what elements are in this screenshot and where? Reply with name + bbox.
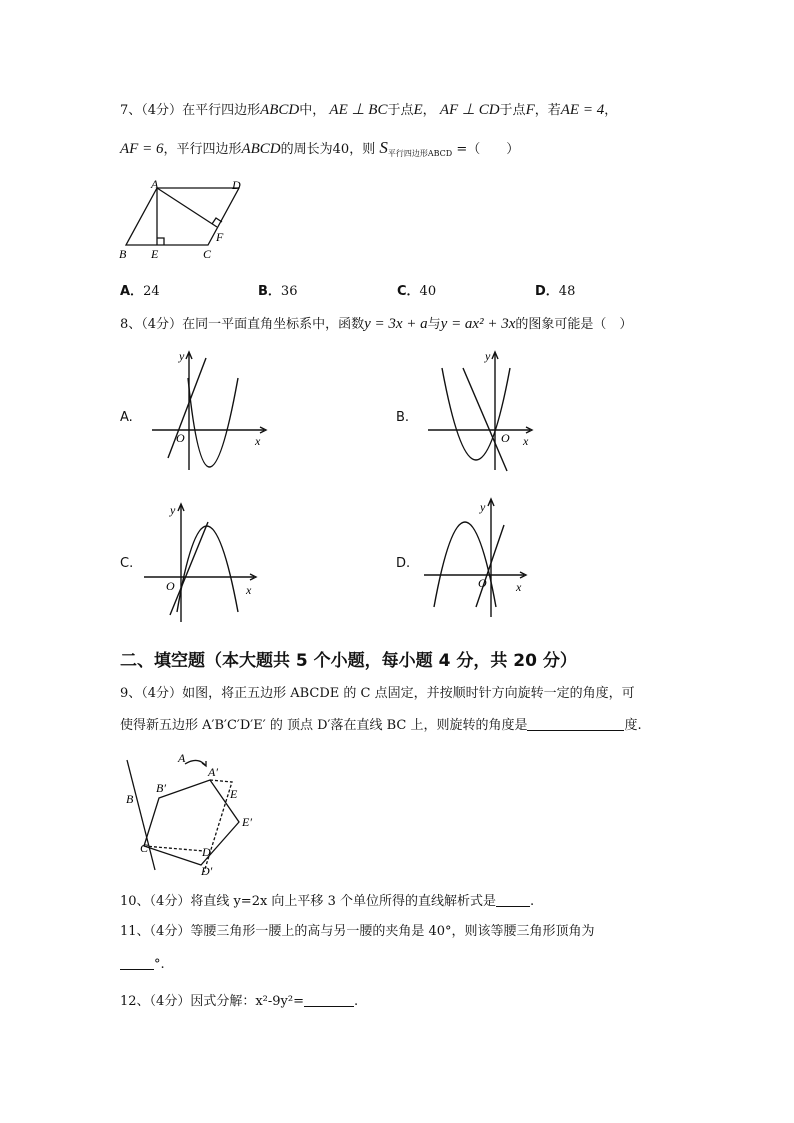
q7-text: 于点 [387, 103, 414, 118]
q7-math: F [525, 102, 535, 118]
y-label: y [170, 503, 176, 517]
q7-text: 中， [299, 103, 326, 118]
q12-text: 因式分解：x²-9y²= [190, 994, 304, 1009]
q7-text: 40 [332, 142, 350, 157]
q7-line2 [120, 138, 519, 164]
label-d: D [202, 845, 211, 859]
q7-text: ， [422, 103, 436, 118]
x-label: x [255, 434, 261, 448]
q9-text: 度. [624, 718, 642, 733]
q11-number: 11、 [120, 924, 150, 939]
q8-function-1: y = 3x + a [364, 316, 428, 332]
q7-parallelogram-figure [115, 178, 255, 262]
q9-score: （4分） [141, 686, 183, 701]
q7-math: AE ⊥ BC [329, 102, 388, 118]
q7-math: E [413, 102, 423, 118]
q10-text: 将直线 y=2x 向上平移 3 个单位所得的直线解析式是 [190, 894, 496, 909]
q7-subscript: 平行四边形ABCD [387, 149, 453, 158]
q7-line1 [120, 100, 617, 121]
q9-number: 9、 [120, 686, 142, 701]
origin-label: O [478, 576, 487, 590]
q12-answer-blank[interactable] [304, 992, 354, 1007]
parabola [188, 378, 238, 467]
x-label: x [523, 434, 529, 448]
q9-line1 [120, 684, 635, 704]
q11-score: （4分） [149, 924, 191, 939]
q7-score: （4分） [141, 103, 183, 118]
option-letter: B． [258, 284, 281, 299]
straight-line [170, 522, 208, 615]
y-label: y [480, 500, 486, 514]
q8-graph-b-letter[interactable]: B. [396, 410, 410, 425]
label-b: B [119, 247, 127, 261]
label-a: A [178, 751, 186, 765]
q7-text: ，若 [534, 103, 561, 118]
q8-graph-c-letter[interactable]: C. [120, 556, 134, 571]
q10-number: 10、 [120, 894, 150, 909]
y-label: y [485, 349, 491, 363]
right-angle-e [157, 238, 164, 245]
q7-text: 的周长为 [280, 142, 333, 157]
q8-graph-a[interactable] [148, 348, 273, 473]
option-letter: C． [397, 284, 420, 299]
option-value: 24 [143, 284, 160, 299]
q11-line1 [120, 922, 595, 942]
parabola [434, 522, 496, 607]
q8-function-2: y = ax² + 3x [440, 316, 516, 332]
q11-answer-blank[interactable] [120, 955, 154, 970]
q7-number: 7、 [120, 103, 142, 118]
q7-math: S [379, 138, 388, 157]
q8-line1 [120, 314, 632, 335]
q8-graph-a-letter[interactable]: A. [120, 410, 133, 425]
label-c: C [140, 841, 149, 855]
straight-line [168, 358, 206, 458]
label-d: D [232, 178, 241, 192]
q7-text: ，则 [349, 142, 376, 157]
q12-number: 12、 [120, 994, 150, 1009]
q7-text: 于点 [499, 103, 526, 118]
q9-answer-blank[interactable] [527, 716, 624, 731]
q10-score: （4分） [149, 894, 191, 909]
q7-math: AF ⊥ CD [439, 102, 500, 118]
x-label: x [246, 583, 252, 597]
q9-pentagon-figure [118, 748, 268, 878]
q9-text: 使得新五边形 A′B′C′D′E′ 的 顶点 D′落在直线 BC 上，则旋转的角度是 [120, 718, 528, 733]
q7-math: ABCD [260, 102, 300, 118]
q7-option-d[interactable] [535, 280, 575, 299]
q8-graph-b[interactable] [424, 348, 549, 473]
label-b-prime: B′ [156, 781, 166, 795]
q12-line [120, 992, 358, 1012]
q7-text: ， [604, 103, 618, 118]
y-label: y [179, 349, 185, 363]
section-heading: 二、填空题（本大题共 5 个小题，每小题 4 分，共 20 分） [120, 651, 577, 671]
q8-text: 的图象可能是（ ） [515, 317, 633, 332]
q7-text: ，平行四边形 [163, 142, 242, 157]
q7-option-b[interactable] [258, 280, 297, 299]
label-a: A [151, 178, 159, 191]
origin-label: O [176, 431, 185, 445]
label-e: E [230, 787, 238, 801]
q10-end: . [529, 894, 535, 909]
q7-option-a[interactable] [120, 280, 160, 299]
q7-text: 在平行四边形 [182, 103, 261, 118]
q8-number: 8、 [120, 317, 142, 332]
label-a-prime: A′ [208, 765, 218, 779]
q11-text: 等腰三角形一腰上的高与另一腰的夹角是 40°，则该等腰三角形顶角为 [190, 924, 595, 939]
q11-line2 [120, 955, 165, 975]
parabola [442, 368, 510, 460]
q9-text: 如图，将正五边形 ABCDE 的 C 点固定，并按顺时针方向旋转一定的角度，可 [182, 686, 635, 701]
option-letter: D． [535, 284, 559, 299]
q10-line [120, 892, 534, 912]
q10-answer-blank[interactable] [496, 892, 530, 907]
altitude-af [157, 188, 217, 227]
label-c: C [203, 247, 212, 261]
q7-option-c[interactable] [397, 280, 436, 299]
option-value: 36 [280, 284, 298, 299]
straight-line [463, 368, 507, 471]
label-b: B [126, 792, 134, 806]
q9-line2 [120, 716, 642, 736]
q8-graph-d[interactable] [420, 495, 545, 620]
x-label: x [516, 580, 522, 594]
q7-math: AE = 4 [560, 102, 605, 118]
q11-end: °. [154, 957, 165, 972]
label-e: E [151, 247, 159, 261]
q7-math: ABCD [241, 141, 281, 157]
origin-label: O [501, 431, 510, 445]
q7-text: =（ ） [456, 142, 520, 157]
option-letter: A． [120, 284, 144, 299]
label-d-prime: D′ [201, 864, 213, 878]
q8-text: 在同一平面直角坐标系中，函数 [182, 317, 365, 332]
q12-score: （4分） [149, 994, 191, 1009]
option-value: 40 [419, 284, 437, 299]
q8-text: 与 [427, 317, 441, 332]
label-e-prime: E′ [242, 815, 252, 829]
origin-label: O [166, 579, 175, 593]
straight-line [476, 525, 504, 607]
label-f: F [216, 230, 224, 244]
q8-graph-c[interactable] [140, 500, 265, 625]
q12-end: . [353, 994, 359, 1009]
option-value: 48 [558, 284, 576, 299]
q8-score: （4分） [141, 317, 183, 332]
q8-graph-d-letter[interactable]: D. [396, 556, 411, 571]
q7-math: AF = 6 [120, 141, 164, 157]
parabola [177, 526, 238, 612]
